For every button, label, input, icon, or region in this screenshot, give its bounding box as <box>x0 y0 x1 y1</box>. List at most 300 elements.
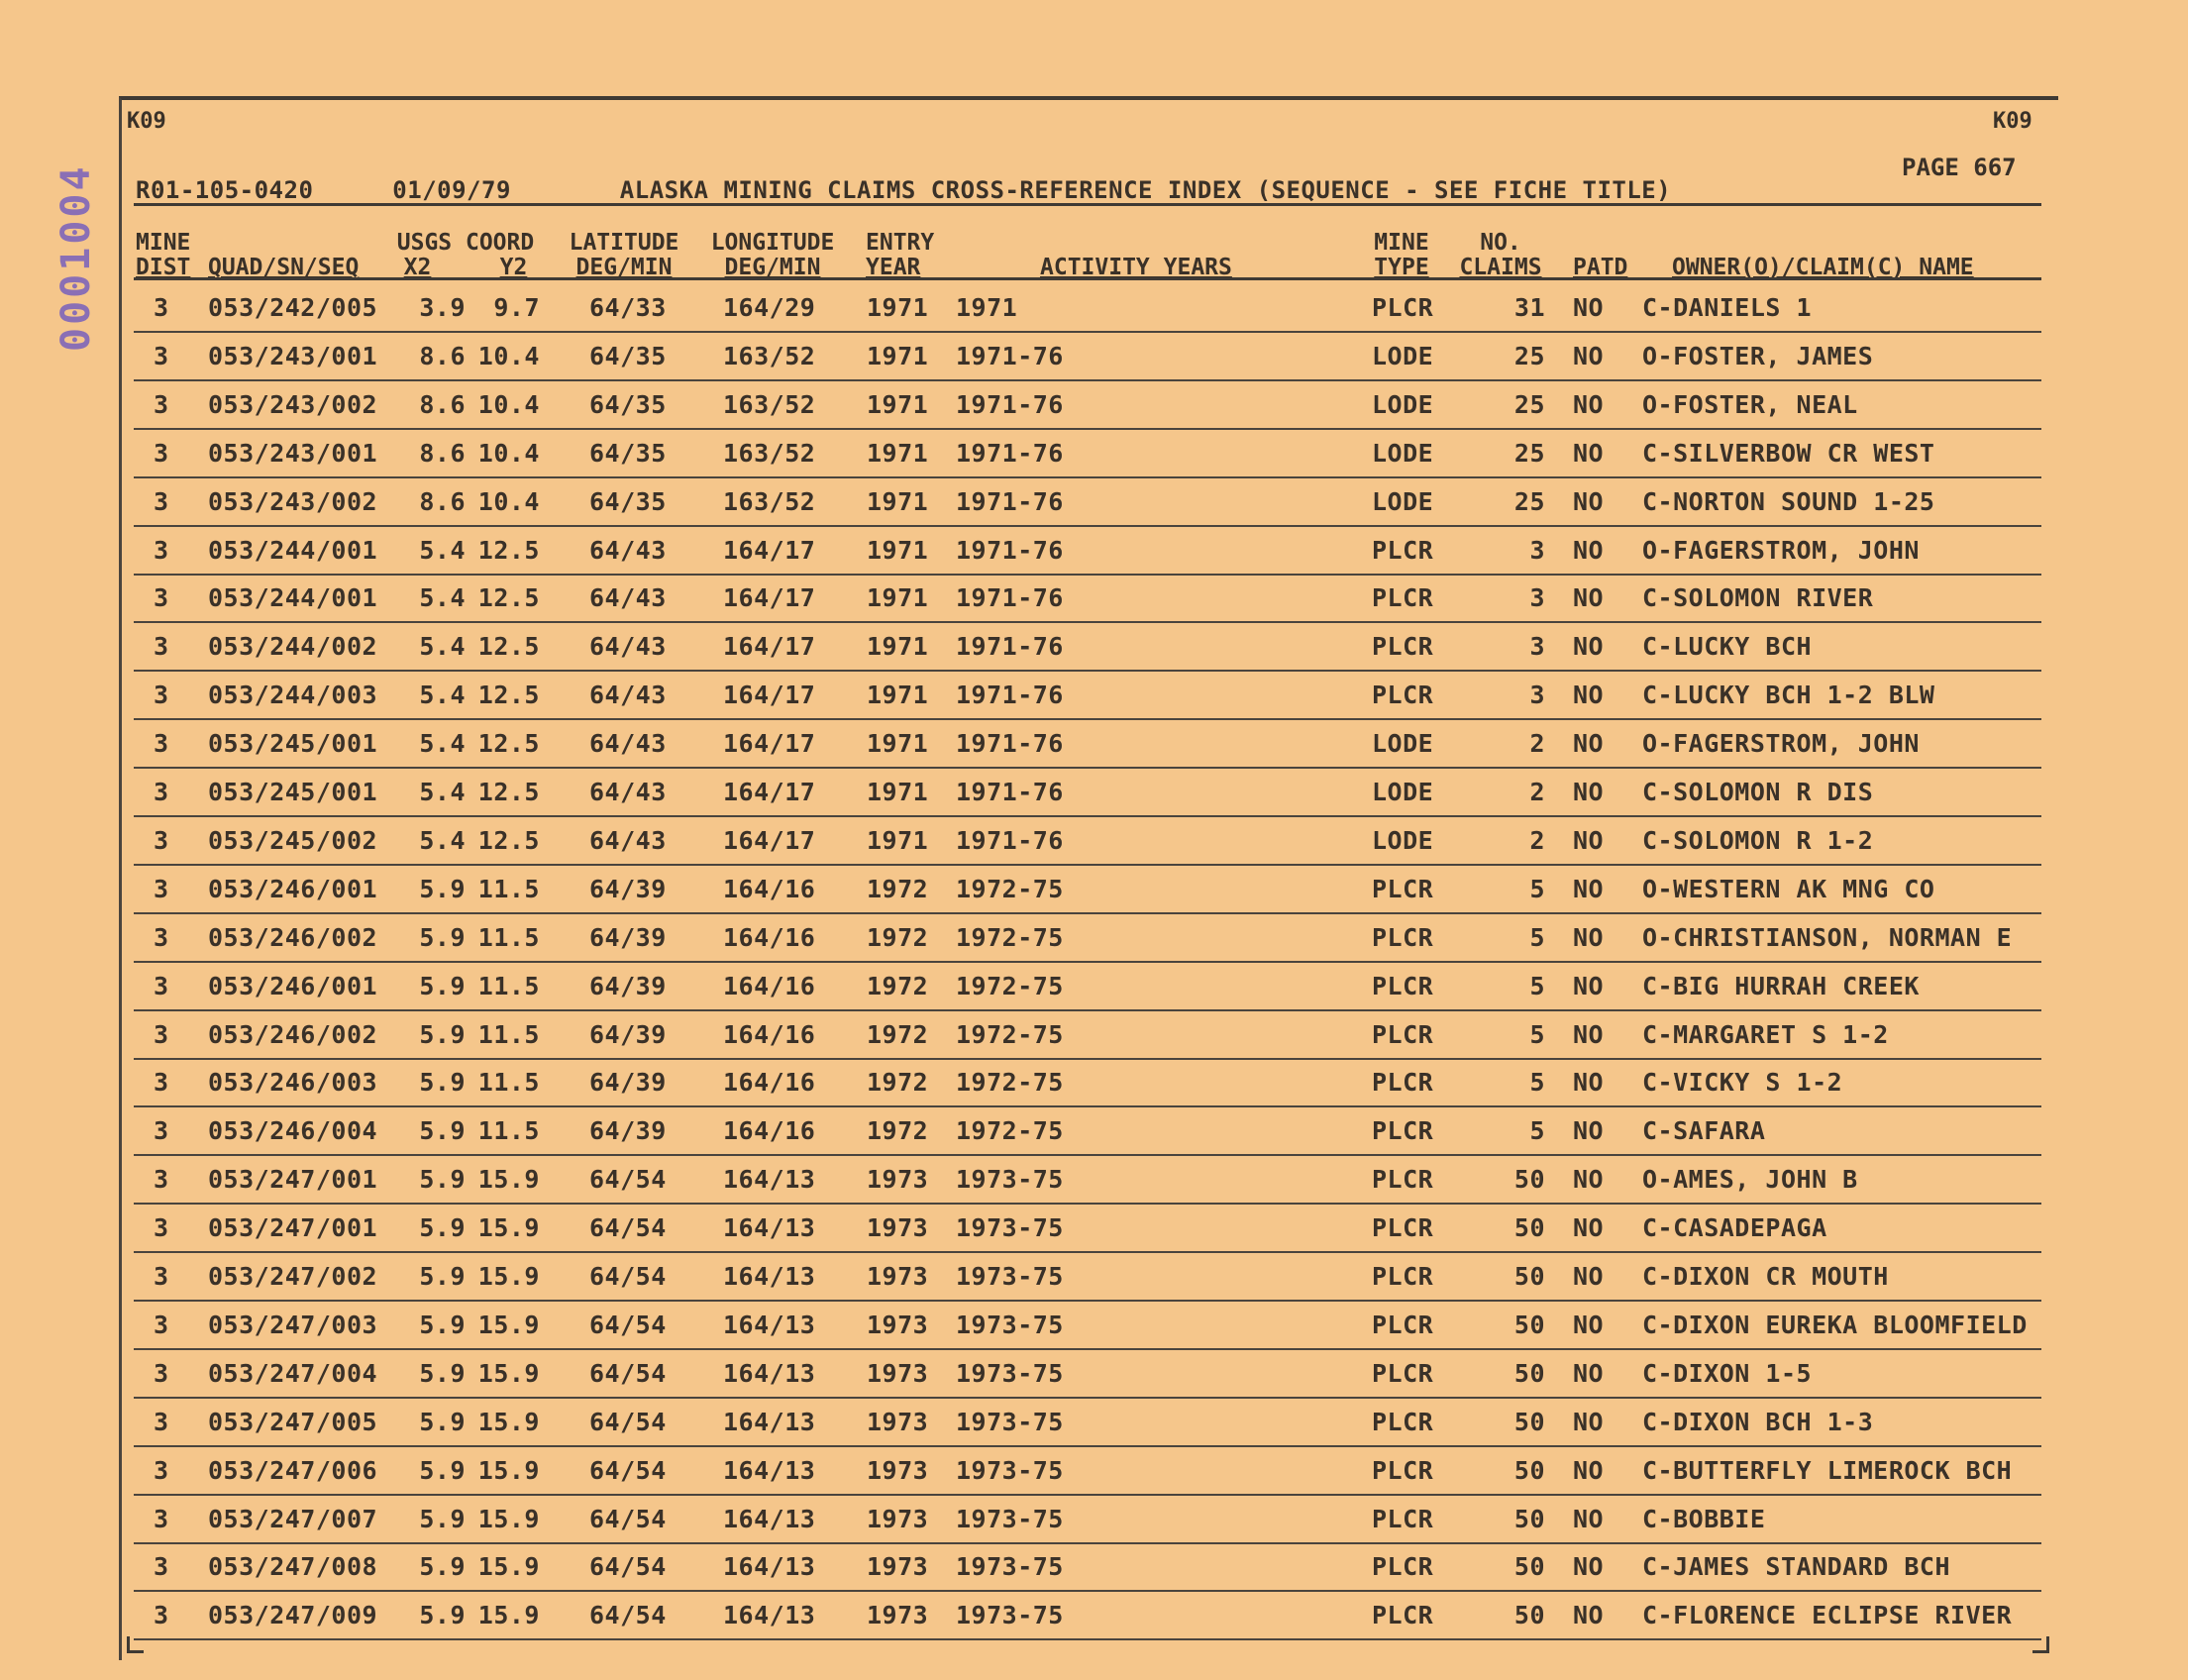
longitude-cell: 164/17 <box>723 632 816 662</box>
activity-cell: 1972-75 <box>956 1116 1064 1146</box>
longitude-cell: 163/52 <box>723 486 816 516</box>
table-row <box>134 578 2041 625</box>
patd-cell: NO <box>1573 341 1605 370</box>
patd-cell: NO <box>1573 1068 1605 1098</box>
mine-type-cell: PLCR <box>1372 535 1434 565</box>
activity-cell: 1973-75 <box>956 1310 1064 1339</box>
row-rule <box>134 961 2041 963</box>
claims-cell: 50 <box>1513 1455 1545 1485</box>
table-row <box>134 1402 2041 1449</box>
col-patd: PATD <box>1573 255 1628 280</box>
patd-cell: NO <box>1573 1019 1605 1049</box>
row-rule <box>134 1009 2041 1011</box>
entry-year-cell: 1973 <box>867 1552 929 1582</box>
claims-cell: 50 <box>1513 1213 1545 1243</box>
mine-dist-cell: 3 <box>154 874 169 903</box>
mine-type-cell: PLCR <box>1372 583 1434 613</box>
mine-dist-cell: 3 <box>154 971 169 1000</box>
longitude-cell: 163/52 <box>723 438 816 468</box>
entry-year-cell: 1971 <box>867 729 929 759</box>
quad-cell: 053/247/007 <box>208 1504 378 1533</box>
quad-cell: 053/246/001 <box>208 874 378 903</box>
claims-cell: 50 <box>1513 1504 1545 1533</box>
entry-year-cell: 1971 <box>867 535 929 565</box>
activity-cell: 1972-75 <box>956 971 1064 1000</box>
longitude-cell: 164/16 <box>723 1116 816 1146</box>
patd-cell: NO <box>1573 1310 1605 1339</box>
col-mine-type: MINE TYPE <box>1374 230 1429 280</box>
row-rule <box>134 331 2041 333</box>
x2-cell: 5.9 <box>419 874 466 903</box>
patd-cell: NO <box>1573 535 1605 565</box>
claims-cell: 25 <box>1513 486 1545 516</box>
table-row <box>134 481 2041 529</box>
claims-cell: 50 <box>1513 1165 1545 1195</box>
owner-cell: O-FOSTER, NEAL <box>1642 389 1858 419</box>
x2-cell: 5.4 <box>419 729 466 759</box>
mine-dist-cell: 3 <box>154 632 169 662</box>
x2-cell: 5.9 <box>419 1213 466 1243</box>
owner-cell: C-FLORENCE ECLIPSE RIVER <box>1642 1601 2013 1630</box>
longitude-cell: 164/16 <box>723 971 816 1000</box>
mine-type-cell: PLCR <box>1372 1310 1434 1339</box>
entry-year-cell: 1973 <box>867 1358 929 1388</box>
activity-cell: 1971 <box>956 293 1018 322</box>
y2-cell: 11.5 <box>477 1019 540 1049</box>
patd-cell: NO <box>1573 825 1605 855</box>
table-row <box>134 1450 2041 1498</box>
claims-cell: 2 <box>1529 729 1545 759</box>
latitude-cell: 64/39 <box>589 1068 667 1098</box>
latitude-cell: 64/43 <box>589 825 667 855</box>
mine-dist-cell: 3 <box>154 293 169 322</box>
latitude-cell: 64/39 <box>589 874 667 903</box>
x2-cell: 3.9 <box>419 293 466 322</box>
claims-cell: 25 <box>1513 438 1545 468</box>
owner-cell: C-DIXON 1-5 <box>1642 1358 1813 1388</box>
claims-cell: 5 <box>1529 874 1545 903</box>
owner-cell: C-VICKY S 1-2 <box>1642 1068 1843 1098</box>
mine-dist-cell: 3 <box>154 681 169 710</box>
patd-cell: NO <box>1573 1504 1605 1533</box>
entry-year-cell: 1973 <box>867 1310 929 1339</box>
activity-cell: 1972-75 <box>956 1019 1064 1049</box>
x2-cell: 5.4 <box>419 778 466 806</box>
y2-cell: 15.9 <box>477 1504 540 1533</box>
mine-dist-cell: 3 <box>154 1165 169 1195</box>
longitude-cell: 164/16 <box>723 1068 816 1098</box>
mine-type-cell: PLCR <box>1372 1068 1434 1098</box>
report-id: R01-105-0420 <box>136 176 314 204</box>
patd-cell: NO <box>1573 293 1605 322</box>
activity-cell: 1971-76 <box>956 729 1064 759</box>
table-row <box>134 1014 2041 1062</box>
x2-cell: 5.9 <box>419 922 466 952</box>
entry-year-cell: 1973 <box>867 1407 929 1436</box>
longitude-cell: 164/13 <box>723 1310 816 1339</box>
mine-dist-cell: 3 <box>154 389 169 419</box>
mine-dist-cell: 3 <box>154 1358 169 1388</box>
activity-cell: 1973-75 <box>956 1358 1064 1388</box>
mine-type-cell: LODE <box>1372 341 1434 370</box>
mine-type-cell: LODE <box>1372 438 1434 468</box>
row-rule <box>134 574 2041 576</box>
y2-cell: 11.5 <box>477 922 540 952</box>
table-row <box>134 1159 2041 1207</box>
y2-cell: 15.9 <box>477 1407 540 1436</box>
row-rule <box>134 1058 2041 1060</box>
entry-year-cell: 1971 <box>867 583 929 613</box>
table-row <box>134 1062 2041 1109</box>
owner-cell: C-SOLOMON R 1-2 <box>1642 825 1874 855</box>
table-row <box>134 384 2041 432</box>
claims-cell: 50 <box>1513 1552 1545 1582</box>
longitude-cell: 163/52 <box>723 389 816 419</box>
row-rule <box>134 1638 2041 1640</box>
quad-cell: 053/245/001 <box>208 778 378 806</box>
y2-cell: 12.5 <box>477 535 540 565</box>
patd-cell: NO <box>1573 1213 1605 1243</box>
latitude-cell: 64/43 <box>589 535 667 565</box>
table-row <box>134 626 2041 674</box>
latitude-cell: 64/43 <box>589 778 667 806</box>
claims-cell: 25 <box>1513 341 1545 370</box>
longitude-cell: 163/52 <box>723 341 816 370</box>
x2-cell: 8.6 <box>419 486 466 516</box>
quad-cell: 053/243/001 <box>208 438 378 468</box>
quad-cell: 053/247/005 <box>208 1407 378 1436</box>
mine-type-cell: LODE <box>1372 729 1434 759</box>
mine-type-cell: PLCR <box>1372 1504 1434 1533</box>
col-activity-years: ACTIVITY YEARS <box>1040 255 1232 280</box>
mine-dist-cell: 3 <box>154 1116 169 1146</box>
claims-cell: 5 <box>1529 1019 1545 1049</box>
mine-type-cell: PLCR <box>1372 1213 1434 1243</box>
row-rule <box>134 428 2041 430</box>
y2-cell: 11.5 <box>477 971 540 1000</box>
table-row <box>134 1256 2041 1304</box>
patd-cell: NO <box>1573 1116 1605 1146</box>
patd-cell: NO <box>1573 971 1605 1000</box>
table-row <box>134 1110 2041 1158</box>
entry-year-cell: 1973 <box>867 1504 929 1533</box>
latitude-cell: 64/54 <box>589 1310 667 1339</box>
row-rule <box>134 1105 2041 1107</box>
quad-cell: 053/246/002 <box>208 922 378 952</box>
claims-cell: 50 <box>1513 1358 1545 1388</box>
claims-cell: 2 <box>1529 778 1545 806</box>
table-row <box>134 336 2041 383</box>
latitude-cell: 64/54 <box>589 1213 667 1243</box>
quad-cell: 053/243/002 <box>208 389 378 419</box>
patd-cell: NO <box>1573 922 1605 952</box>
entry-year-cell: 1971 <box>867 486 929 516</box>
y2-cell: 15.9 <box>477 1552 540 1582</box>
owner-cell: C-CASADEPAGA <box>1642 1213 1827 1243</box>
row-rule <box>134 1251 2041 1253</box>
claims-cell: 31 <box>1513 293 1545 322</box>
latitude-cell: 64/54 <box>589 1552 667 1582</box>
longitude-cell: 164/16 <box>723 1019 816 1049</box>
entry-year-cell: 1972 <box>867 922 929 952</box>
longitude-cell: 164/17 <box>723 825 816 855</box>
y2-cell: 12.5 <box>477 681 540 710</box>
quad-cell: 053/244/002 <box>208 632 378 662</box>
owner-cell: C-LUCKY BCH <box>1642 632 1813 662</box>
activity-cell: 1971-76 <box>956 583 1064 613</box>
y2-cell: 15.9 <box>477 1601 540 1630</box>
latitude-cell: 64/54 <box>589 1455 667 1485</box>
table-row <box>134 1499 2041 1546</box>
owner-cell: C-DIXON CR MOUTH <box>1642 1262 1889 1291</box>
y2-cell: 15.9 <box>477 1455 540 1485</box>
claims-cell: 25 <box>1513 389 1545 419</box>
mine-type-cell: LODE <box>1372 825 1434 855</box>
col-usgs-coord: USGS COORD X2 Y2 <box>396 230 535 280</box>
latitude-cell: 64/35 <box>589 438 667 468</box>
y2-cell: 12.5 <box>477 632 540 662</box>
latitude-cell: 64/54 <box>589 1407 667 1436</box>
activity-cell: 1971-76 <box>956 341 1064 370</box>
row-rule <box>134 864 2041 866</box>
x2-cell: 5.9 <box>419 1019 466 1049</box>
y2-cell: 10.4 <box>477 341 540 370</box>
patd-cell: NO <box>1573 1601 1605 1630</box>
latitude-cell: 64/54 <box>589 1358 667 1388</box>
x2-cell: 5.4 <box>419 681 466 710</box>
x2-cell: 5.9 <box>419 1455 466 1485</box>
mine-type-cell: LODE <box>1372 778 1434 806</box>
entry-year-cell: 1971 <box>867 825 929 855</box>
mine-dist-cell: 3 <box>154 1310 169 1339</box>
row-rule <box>134 815 2041 817</box>
x2-cell: 5.9 <box>419 1407 466 1436</box>
activity-cell: 1972-75 <box>956 1068 1064 1098</box>
owner-cell: O-FOSTER, JAMES <box>1642 341 1874 370</box>
entry-year-cell: 1972 <box>867 1019 929 1049</box>
claims-cell: 3 <box>1529 632 1545 662</box>
mine-type-cell: PLCR <box>1372 1407 1434 1436</box>
longitude-cell: 164/13 <box>723 1455 816 1485</box>
y2-cell: 11.5 <box>477 1116 540 1146</box>
latitude-cell: 64/54 <box>589 1504 667 1533</box>
longitude-cell: 164/13 <box>723 1407 816 1436</box>
longitude-cell: 164/16 <box>723 874 816 903</box>
y2-cell: 15.9 <box>477 1165 540 1195</box>
longitude-cell: 164/17 <box>723 778 816 806</box>
row-rule <box>134 1203 2041 1205</box>
mine-type-cell: PLCR <box>1372 632 1434 662</box>
x2-cell: 8.6 <box>419 341 466 370</box>
side-stamp: 0001004 <box>53 163 99 352</box>
claims-cell: 50 <box>1513 1407 1545 1436</box>
activity-cell: 1971-76 <box>956 389 1064 419</box>
longitude-cell: 164/17 <box>723 729 816 759</box>
y2-cell: 10.4 <box>477 389 540 419</box>
row-rule <box>134 1590 2041 1592</box>
x2-cell: 8.6 <box>419 389 466 419</box>
owner-cell: O-FAGERSTROM, JOHN <box>1642 535 1920 565</box>
quad-cell: 053/247/001 <box>208 1165 378 1195</box>
col-no-claims: NO. CLAIMS <box>1459 230 1542 280</box>
entry-year-cell: 1971 <box>867 632 929 662</box>
mine-type-cell: PLCR <box>1372 971 1434 1000</box>
y2-cell: 12.5 <box>477 583 540 613</box>
table-row <box>134 917 2041 965</box>
report-title: ALASKA MINING CLAIMS CROSS-REFERENCE INDEX (SEQUENCE - SEE FICHE TITLE) <box>619 176 1672 204</box>
latitude-cell: 64/33 <box>589 293 667 322</box>
activity-cell: 1973-75 <box>956 1213 1064 1243</box>
mine-type-cell: PLCR <box>1372 293 1434 322</box>
latitude-cell: 64/35 <box>589 341 667 370</box>
y2-cell: 15.9 <box>477 1213 540 1243</box>
owner-cell: C-NORTON SOUND 1-25 <box>1642 486 1935 516</box>
quad-cell: 053/245/002 <box>208 825 378 855</box>
entry-year-cell: 1971 <box>867 438 929 468</box>
latitude-cell: 64/35 <box>589 389 667 419</box>
quad-cell: 053/244/003 <box>208 681 378 710</box>
patd-cell: NO <box>1573 681 1605 710</box>
longitude-cell: 164/17 <box>723 583 816 613</box>
patd-cell: NO <box>1573 1165 1605 1195</box>
patd-cell: NO <box>1573 729 1605 759</box>
mine-type-cell: PLCR <box>1372 1019 1434 1049</box>
quad-cell: 053/243/001 <box>208 341 378 370</box>
x2-cell: 5.4 <box>419 535 466 565</box>
x2-cell: 5.4 <box>419 583 466 613</box>
patd-cell: NO <box>1573 1358 1605 1388</box>
col-mine-dist: MINE DIST <box>136 230 191 280</box>
table-row <box>134 1305 2041 1352</box>
owner-cell: C-BIG HURRAH CREEK <box>1642 971 1920 1000</box>
latitude-cell: 64/54 <box>589 1601 667 1630</box>
activity-cell: 1973-75 <box>956 1262 1064 1291</box>
activity-cell: 1971-76 <box>956 681 1064 710</box>
activity-cell: 1971-76 <box>956 486 1064 516</box>
patd-cell: NO <box>1573 389 1605 419</box>
activity-cell: 1972-75 <box>956 922 1064 952</box>
entry-year-cell: 1973 <box>867 1262 929 1291</box>
longitude-cell: 164/16 <box>723 922 816 952</box>
y2-cell: 11.5 <box>477 874 540 903</box>
mine-type-cell: PLCR <box>1372 1358 1434 1388</box>
owner-cell: C-LUCKY BCH 1-2 BLW <box>1642 681 1935 710</box>
x2-cell: 8.6 <box>419 438 466 468</box>
entry-year-cell: 1971 <box>867 341 929 370</box>
patd-cell: NO <box>1573 1262 1605 1291</box>
owner-cell: C-BUTTERFLY LIMEROCK BCH <box>1642 1455 2013 1485</box>
table-row <box>134 966 2041 1013</box>
x2-cell: 5.9 <box>419 1165 466 1195</box>
latitude-cell: 64/54 <box>589 1262 667 1291</box>
x2-cell: 5.4 <box>419 632 466 662</box>
row-rule <box>134 1445 2041 1447</box>
row-rule <box>134 767 2041 769</box>
mine-dist-cell: 3 <box>154 341 169 370</box>
mine-dist-cell: 3 <box>154 1068 169 1098</box>
row-rule <box>134 718 2041 720</box>
latitude-cell: 64/43 <box>589 681 667 710</box>
table-row <box>134 820 2041 868</box>
activity-cell: 1971-76 <box>956 632 1064 662</box>
mine-dist-cell: 3 <box>154 486 169 516</box>
mine-dist-cell: 3 <box>154 1552 169 1582</box>
owner-cell: C-JAMES STANDARD BCH <box>1642 1552 1951 1582</box>
entry-year-cell: 1972 <box>867 971 929 1000</box>
patd-cell: NO <box>1573 1455 1605 1485</box>
x2-cell: 5.9 <box>419 1116 466 1146</box>
entry-year-cell: 1972 <box>867 1068 929 1098</box>
owner-cell: O-FAGERSTROM, JOHN <box>1642 729 1920 759</box>
entry-year-cell: 1972 <box>867 874 929 903</box>
mine-dist-cell: 3 <box>154 1601 169 1630</box>
row-rule <box>134 525 2041 527</box>
x2-cell: 5.9 <box>419 1310 466 1339</box>
row-rule <box>134 912 2041 914</box>
entry-year-cell: 1973 <box>867 1455 929 1485</box>
patd-cell: NO <box>1573 486 1605 516</box>
latitude-cell: 64/39 <box>589 1116 667 1146</box>
longitude-cell: 164/29 <box>723 293 816 322</box>
claims-cell: 2 <box>1529 825 1545 855</box>
col-quad: QUAD/SN/SEQ <box>208 255 360 280</box>
mine-type-cell: PLCR <box>1372 1262 1434 1291</box>
activity-cell: 1971-76 <box>956 535 1064 565</box>
owner-cell: O-CHRISTIANSON, NORMAN E <box>1642 922 2013 952</box>
row-rule <box>134 1397 2041 1399</box>
mine-type-cell: PLCR <box>1372 681 1434 710</box>
claims-cell: 50 <box>1513 1262 1545 1291</box>
report-date: 01/09/79 <box>392 176 511 204</box>
mine-type-cell: PLCR <box>1372 874 1434 903</box>
claims-cell: 3 <box>1529 583 1545 613</box>
mine-dist-cell: 3 <box>154 1019 169 1049</box>
col-owner: OWNER(O)/CLAIM(C) NAME <box>1672 255 1974 280</box>
owner-cell: C-DIXON EUREKA BLOOMFIELD <box>1642 1310 2028 1339</box>
patd-cell: NO <box>1573 583 1605 613</box>
activity-cell: 1973-75 <box>956 1552 1064 1582</box>
owner-cell: C-SAFARA <box>1642 1116 1766 1146</box>
quad-cell: 053/242/005 <box>208 293 378 322</box>
patd-cell: NO <box>1573 438 1605 468</box>
column-header-rule <box>134 277 2041 280</box>
mine-dist-cell: 3 <box>154 729 169 759</box>
mine-dist-cell: 3 <box>154 922 169 952</box>
mine-type-cell: LODE <box>1372 389 1434 419</box>
x2-cell: 5.9 <box>419 1504 466 1533</box>
mine-dist-cell: 3 <box>154 1455 169 1485</box>
longitude-cell: 164/13 <box>723 1358 816 1388</box>
mine-type-cell: PLCR <box>1372 922 1434 952</box>
table-row <box>134 723 2041 771</box>
table-row <box>134 287 2041 335</box>
x2-cell: 5.9 <box>419 971 466 1000</box>
activity-cell: 1973-75 <box>956 1504 1064 1533</box>
y2-cell: 10.4 <box>477 438 540 468</box>
table-row <box>134 433 2041 480</box>
y2-cell: 12.5 <box>477 729 540 759</box>
owner-cell: C-SILVERBOW CR WEST <box>1642 438 1935 468</box>
table-row <box>134 869 2041 916</box>
table-row <box>134 1353 2041 1401</box>
fiche-code-left: K09 <box>127 109 166 134</box>
mine-dist-cell: 3 <box>154 778 169 806</box>
entry-year-cell: 1971 <box>867 293 929 322</box>
longitude-cell: 164/17 <box>723 535 816 565</box>
quad-cell: 053/247/001 <box>208 1213 378 1243</box>
row-rule <box>134 379 2041 381</box>
mine-dist-cell: 3 <box>154 825 169 855</box>
